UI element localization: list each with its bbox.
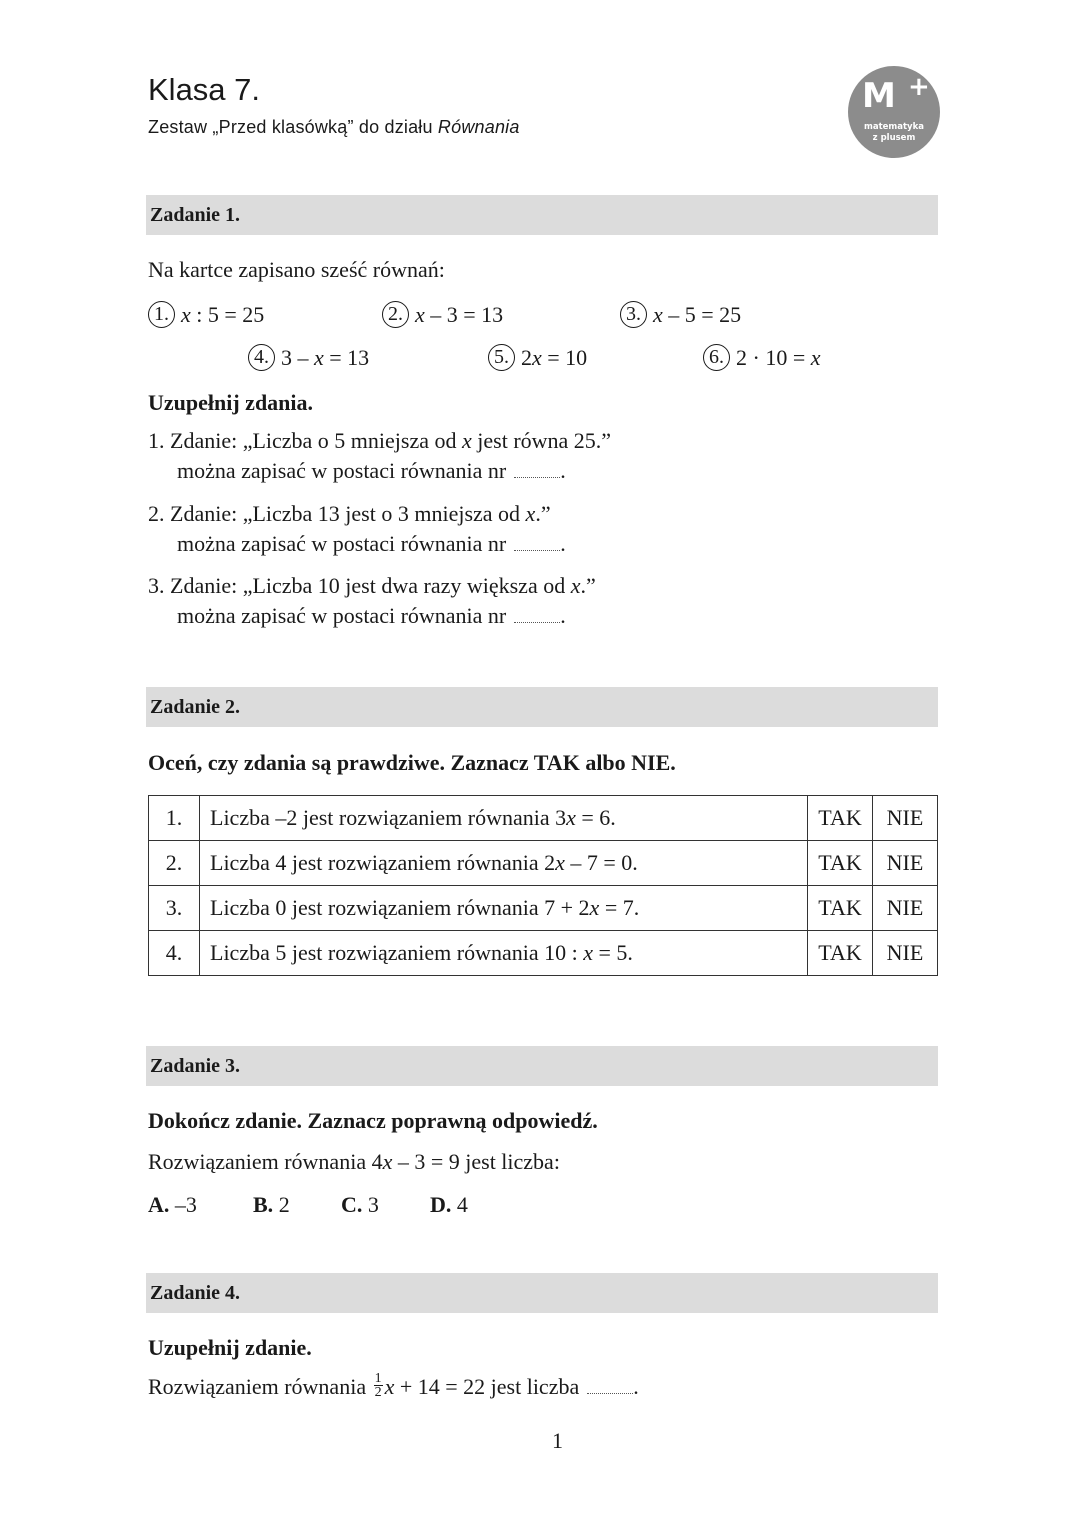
row-statement [200,841,808,886]
logo-text-line1: matematyka [863,122,924,132]
answer-blank[interactable] [514,532,560,551]
question-period: . [633,1374,639,1399]
option-tak[interactable]: TAK [808,886,873,931]
statement-text: = 5. [593,940,633,965]
fraction-denominator: 2 [374,1385,382,1401]
task1-instruction: Uzupełnij zdania. [148,390,314,415]
option-nie[interactable]: NIE [873,931,938,976]
item-text: .” [580,573,596,598]
task1-item3-line1 [148,573,596,599]
task3-question [148,1149,560,1175]
item-text: można zapisać w postaci równania nr [177,458,507,483]
question-text: Rozwiązaniem równania 4 [148,1149,383,1174]
question-text: – 3 = 9 jest liczba: [392,1149,560,1174]
answer-option-a[interactable] [148,1192,197,1218]
fraction-one-half [374,1372,383,1399]
row-number: 4. [149,931,200,976]
answer-option-c[interactable] [341,1192,379,1218]
equation-var: x [415,302,425,327]
equation-var: x [532,345,542,370]
item-text: jest równa 25.” [471,428,612,453]
equation-4 [248,345,369,373]
item-period: . [560,603,566,628]
statement-text: Liczba 4 jest rozwiązaniem równania 2 [210,850,556,875]
equation-text: = 10 [541,345,588,370]
option-letter: C. [341,1192,363,1217]
task3-heading: Zadanie 3. [150,1055,241,1077]
question-var: x [382,1149,393,1174]
statement-text: Liczba 0 jest rozwiązaniem równania 7 + 2 [210,895,590,920]
task1-heading: Zadanie 1. [150,204,241,226]
logo-text-line2: z plusem [872,133,916,143]
option-nie[interactable]: NIE [873,886,938,931]
option-letter: B. [253,1192,274,1217]
row-number: 3. [149,886,200,931]
task2-instruction: Oceń, czy zdania są prawdziwe. Zaznacz TAK albo NIE. [148,750,676,775]
equation-1 [148,302,264,330]
task3-instruction: Dokończ zdanie. Zaznacz poprawną odpowiedź. [148,1108,598,1133]
equation-number: 3. [620,301,647,328]
item-text: można zapisać w postaci równania nr [177,531,507,556]
table-row [149,841,938,886]
task3-heading-bar [146,1046,938,1086]
option-letter: A. [148,1192,170,1217]
table-row [149,886,938,931]
task2-heading: Zadanie 2. [150,696,241,718]
statement-var: x [566,805,576,830]
item-period: . [560,458,566,483]
subtitle-prefix: Zestaw „Przed klasówką” do działu [148,117,438,137]
statement-text: Liczba 5 jest rozwiązaniem równania 10 : [210,940,584,965]
statement-text: = 7. [599,895,640,920]
task4-heading: Zadanie 4. [150,1282,241,1304]
option-value: –3 [174,1192,197,1217]
page-subtitle [148,117,520,138]
option-tak[interactable]: TAK [808,841,873,886]
item-text: 1. Zdanie: „Liczba o 5 mniejsza od [148,428,462,453]
answer-blank[interactable] [514,459,560,478]
logo-plus: + [908,72,930,102]
statement-var: x [589,895,600,920]
equation-var: x [810,345,821,370]
equation-2 [382,302,503,330]
question-var: x [384,1374,395,1399]
statement-text: = 6. [575,805,616,830]
subtitle-topic: Równania [437,117,520,137]
equation-text: 2 [521,345,532,370]
equation-number: 4. [248,344,275,371]
table-row [149,796,938,841]
option-nie[interactable]: NIE [873,841,938,886]
equation-text: : 5 = 25 [190,302,265,327]
equation-text: = 13 [323,345,370,370]
fraction-numerator: 1 [374,1371,382,1387]
answer-blank[interactable] [587,1375,633,1394]
task1-item1-line2 [177,458,566,484]
task2-heading-bar [146,687,938,727]
task1-item3-line2 [177,603,566,629]
answer-blank[interactable] [514,604,560,623]
row-statement [200,796,808,841]
row-statement [200,931,808,976]
row-statement [200,886,808,931]
item-var: x [570,573,581,598]
option-value: 3 [367,1192,379,1217]
statement-var: x [583,940,594,965]
item-text: 3. Zdanie: „Liczba 10 jest dwa razy większa od [148,573,571,598]
page-title: Klasa 7. [148,72,261,107]
true-false-table [148,795,938,976]
answer-option-d[interactable] [430,1192,468,1218]
equation-5 [488,345,587,373]
equation-number: 5. [488,344,515,371]
statement-var: x [555,850,565,875]
option-value: 2 [278,1192,290,1217]
item-var: x [525,501,536,526]
task1-item2-line2 [177,531,566,557]
item-var: x [462,428,472,453]
equation-3 [620,302,741,330]
equation-6 [703,345,821,373]
option-tak[interactable]: TAK [808,931,873,976]
option-tak[interactable]: TAK [808,796,873,841]
item-period: . [560,531,566,556]
answer-option-b[interactable] [253,1192,290,1218]
equation-number: 6. [703,344,730,371]
task1-item2-line1 [148,501,551,527]
equation-var: x [314,345,324,370]
task4-question [148,1371,639,1402]
equation-text: – 5 = 25 [662,302,742,327]
logo-mark: M [862,76,896,116]
task1-heading-bar [146,195,938,235]
equation-text: 2 · 10 = [736,345,811,370]
brand-logo [848,66,940,158]
option-value: 4 [456,1192,468,1217]
option-nie[interactable]: NIE [873,796,938,841]
equation-number: 1. [148,301,175,328]
equation-text: 3 – [281,345,314,370]
table-row [149,931,938,976]
question-text: Rozwiązaniem równania [148,1374,372,1399]
equation-number: 2. [382,301,409,328]
page-number: 1 [552,1428,563,1453]
equation-var: x [653,302,663,327]
equation-var: x [181,302,191,327]
item-text: .” [535,501,551,526]
task4-instruction: Uzupełnij zdanie. [148,1335,312,1360]
item-text: 2. Zdanie: „Liczba 13 jest o 3 mniejsza od [148,501,526,526]
row-number: 1. [149,796,200,841]
task4-heading-bar [146,1273,938,1313]
item-text: można zapisać w postaci równania nr [177,603,507,628]
statement-text: Liczba –2 jest rozwiązaniem równania 3 [210,805,567,830]
equation-text: – 3 = 13 [424,302,504,327]
task1-intro: Na kartce zapisano sześć równań: [148,257,445,282]
row-number: 2. [149,841,200,886]
question-text: + 14 = 22 jest liczba [394,1374,580,1399]
task1-item1-line1 [148,428,611,454]
statement-text: – 7 = 0. [564,850,638,875]
option-letter: D. [430,1192,452,1217]
